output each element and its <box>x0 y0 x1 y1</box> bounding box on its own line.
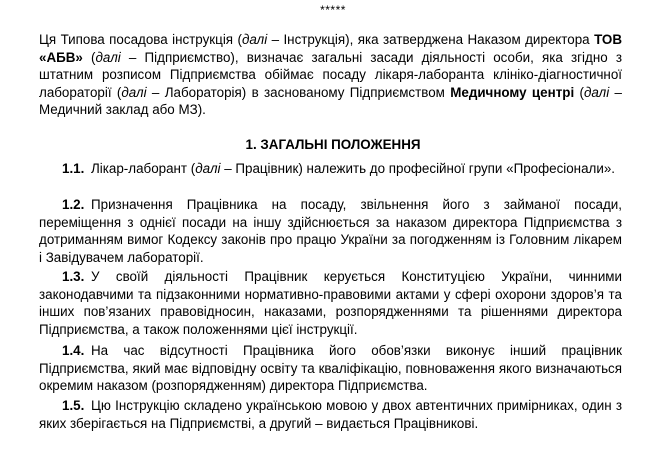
clause-number: 1.5. <box>62 398 85 413</box>
intro-dali-1: далі <box>241 32 268 47</box>
clause-number: 1.3. <box>62 269 85 284</box>
intro-text-5: – Лабораторія) в заснованому Підприємством <box>146 84 451 100</box>
intro-text-1: Ця Типова посадова інструкція ( <box>39 32 242 47</box>
clause-1-2 <box>39 196 622 266</box>
intro-text-6: ( <box>574 84 584 100</box>
clause-text: Цю Інструкцію складено українською мовою у двох автентичних примірниках, один з яких зберігається на Підприємстві, а другий – видається Працівникові. <box>39 398 622 431</box>
separator-stars: ***** <box>320 3 346 17</box>
clause-1-1 <box>39 160 622 178</box>
company-name: ТОВ «АБВ» <box>39 32 622 65</box>
clause-1-5 <box>39 397 622 432</box>
intro-text-7: – Медичний заклад або МЗ). <box>39 84 623 118</box>
intro-paragraph <box>39 31 622 119</box>
clause-number: 1.1. <box>62 161 85 176</box>
clause-text: Лікар-лаборант ( <box>91 161 196 176</box>
clause-dali: далі <box>195 161 221 176</box>
intro-dali-3: далі <box>121 84 147 100</box>
intro-dali-4: далі <box>583 84 610 100</box>
intro-text-2: – Інструкція), яка затверджена Наказом директора <box>267 32 595 47</box>
section-heading: 1. ЗАГАЛЬНІ ПОЛОЖЕННЯ <box>245 137 421 152</box>
clause-text: У своїй діяльності Працівник керується Конституцією України, чинними законодавчими та підзаконними нормативно-правовими актами у сфері охорони здоров’я та інших пов’язаних правовідносин, наказами, розпорядженнями та рішеннями директора Підприємства, а також положеннями цієї інструкції. <box>39 269 622 337</box>
clause-number: 1.4. <box>62 343 85 358</box>
clause-text: – Працівник) належить до професійної групи «Професіонали». <box>220 161 615 176</box>
clause-text: Призначення Працівника на посаду, звільнення його з займаної посади, переміщення з однієї посади на іншу здійснюється за наказом директора Підприємства з дотриманням вимог Кодексу законів про працю України за погодженням із Головним лікарем і Завідувачем лабораторії. <box>39 197 622 265</box>
clause-1-3 <box>39 268 622 338</box>
clause-text: На час відсутності Працівника його обов’язки виконує інший працівник Підприємства, який має відповідну освіту та кваліфікацію, повноваження якого визначаються окремим наказом (розпорядженням) директора Підприємства. <box>39 343 622 394</box>
clause-number: 1.2. <box>62 197 85 212</box>
clause-1-4 <box>39 342 622 395</box>
intro-text-4: – Підприємство), визначає загальні засади діяльності особи, яка згідно з штатним розписом Підприємства обіймає посаду лікаря-лаборанта клініко-діагностичної лабораторії ( <box>39 49 622 100</box>
intro-dali-2: далі <box>95 49 121 65</box>
intro-text-3: ( <box>82 49 96 65</box>
medical-center-name: Медичному центрі <box>450 84 575 100</box>
